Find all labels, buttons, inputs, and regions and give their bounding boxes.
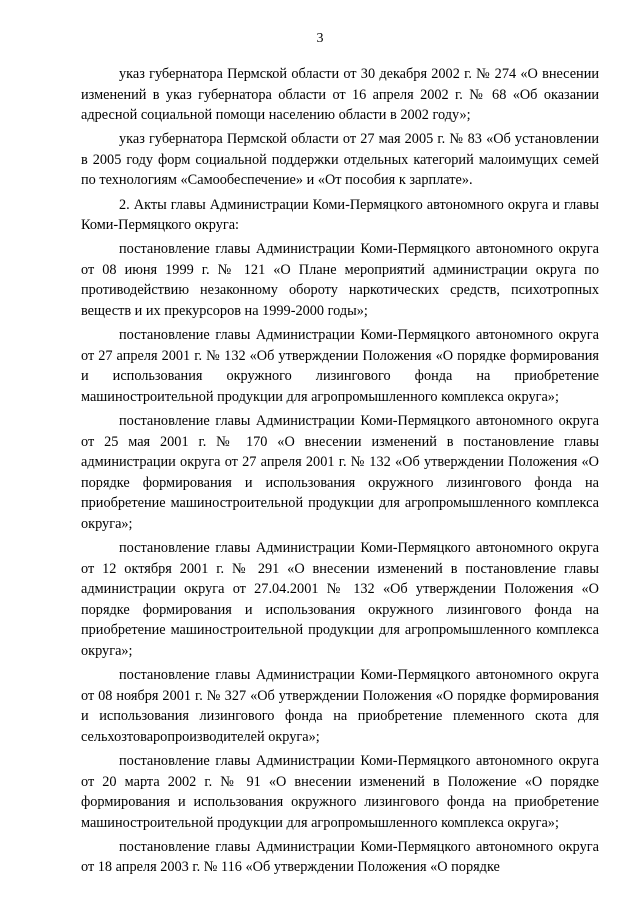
paragraph-resolution-2001-170: постановление главы Администрации Коми-Пермяцкого автономного округа от 25 мая 2001 г. № 170 «О внесении изменений в постановление главы администрации округа от 27 апреля 2001 г. № 132 «Об утверждении Положения «О порядке формирования и использования окружного лизингового фонда на приобретение машиностроительной продукции для агропромышленного комплекса округа»; (81, 413, 599, 532)
paragraph-resolution-1999-121: постановление главы Администрации Коми-Пермяцкого автономного округа от 08 июня 1999 г. № 121 «О Плане мероприятий администрации округа по противодействию незаконному обороту наркотических средств, психотропных веществ и их прекурсоров на 1999-2000 годы»; (81, 241, 599, 320)
paragraph-resolution-2001-132: постановление главы Администрации Коми-Пермяцкого автономного округа от 27 апреля 2001 г. № 132 «Об утверждении Положения «О порядке формирования и использования окружного лизингового фонда на приобретение машиностроительной продукции для агропромышленного комплекса округа»; (81, 327, 599, 405)
document-body (81, 64, 599, 882)
paragraph-decree-perm-2002-274: указ губернатора Пермской области от 30 декабря 2002 г. № 274 «О внесении изменений в указ губернатора области от 16 апреля 2002 г. № 68 «Об оказании адресной социальной помощи населению области в 2002 году»; (81, 66, 599, 124)
paragraph-section-2-heading: 2. Акты главы Администрации Коми-Пермяцкого автономного округа и главы Коми-Пермяцкого округа: (81, 196, 599, 234)
page-number: 3 (316, 31, 324, 46)
paragraph-resolution-2001-291: постановление главы Администрации Коми-Пермяцкого автономного округа от 12 октября 2001 г. № 291 «О внесении изменений в постановление главы администрации округа от 27.04.2001 № 132 «Об утверждении Положения «О порядке формирования и использования окружного лизингового фонда на приобретение машиностроительной продукции для агропромышленного комплекса округа»; (81, 540, 599, 660)
paragraph-resolution-2001-327: постановление главы Администрации Коми-Пермяцкого автономного округа от 08 ноября 2001 г. № 327 «Об утверждении Положения «О порядке формирования и использования лизингового фонда на приобретение племенного скота для сельхозтоваропроизводителей округа»; (81, 667, 599, 745)
paragraph-decree-perm-2005-83: указ губернатора Пермской области от 27 мая 2005 г. № 83 «Об установлении в 2005 году форм социальной поддержки отдельных категорий малоимущих семей по технологиям «Самообеспечение» и «От пособия к зарплате». (81, 131, 599, 189)
paragraph-resolution-2003-116: постановление главы Администрации Коми-Пермяцкого автономного округа от 18 апреля 2003 г. № 116 «Об утверждении Положения «О порядке (81, 838, 599, 876)
paragraph-resolution-2002-91: постановление главы Администрации Коми-Пермяцкого автономного округа от 20 марта 2002 г. № 91 «О внесении изменений в Положение «О порядке формирования и использования окружного лизингового фонда на приобретение машиностроительной продукции для агропромышленного комплекса округа»; (81, 753, 599, 831)
